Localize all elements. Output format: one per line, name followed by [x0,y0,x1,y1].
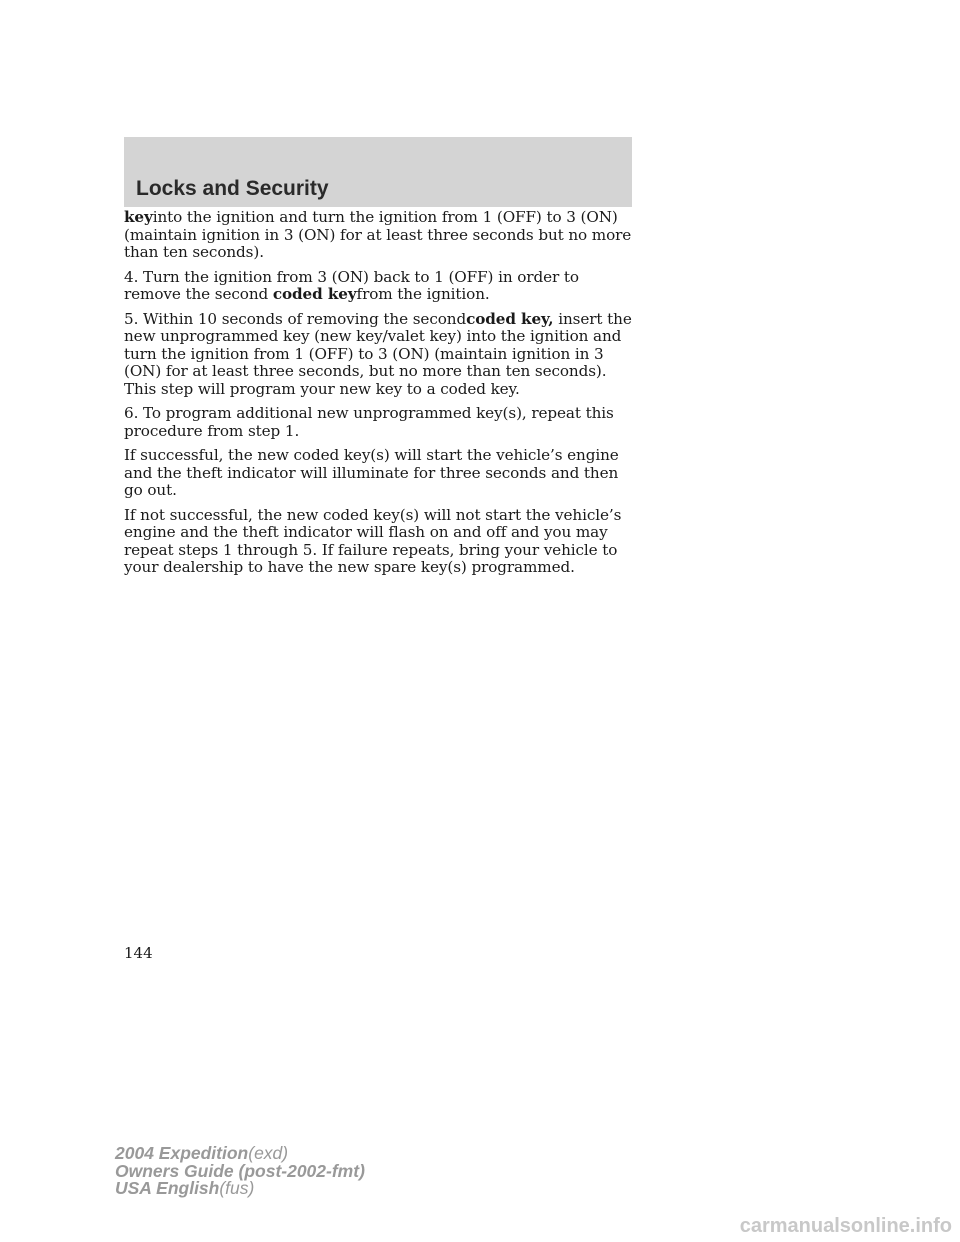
footer-language: USA English [115,1178,220,1198]
paragraph-1 [124,209,636,262]
document-footer [115,1145,365,1198]
section-title: Locks and Security [136,177,329,200]
watermark-text: carmanualsonline.info [739,1215,952,1237]
page-number: 144 [124,944,153,962]
paragraph-success [124,447,636,500]
paragraph-text: If successful, the new coded key(s) will start the vehicle’s engine and the theft indicator will illuminate for three seconds and then go out. [124,446,619,499]
footer-model: 2004 Expedition [115,1143,249,1163]
paragraph-text: insert the new unprogrammed key (new key/valet key) into the ignition and turn the ignition from 1 (OFF) to 3 (ON) (maintain ignition in 3 (ON) for at least three seconds, but no more than ten seconds). This step will program your new key to a coded key. [124,309,632,398]
paragraph-text: 5. Within 10 seconds of removing the second [124,309,467,328]
paragraph-failure [124,507,636,577]
footer-line-2: Owners Guide (post-2002-fmt) [115,1160,365,1181]
paragraph-text: from the ignition. [356,285,490,303]
footer-language-code: (fus) [219,1178,255,1198]
paragraph-text: 4. Turn the ignition from 3 (ON) back to 1 (OFF) in order to remove the second [124,267,579,303]
footer-line-3 [115,1180,365,1198]
footer-model-code: (exd) [248,1143,289,1163]
bold-term: coded key, [466,309,554,328]
paragraph-text: into the ignition and turn the ignition from 1 (OFF) to 3 (ON) (maintain ignition in 3 (ON) for at least three seconds but no more than ten seconds). [124,208,632,261]
footer-line-1 [115,1145,365,1163]
paragraph-step-4 [124,269,636,304]
paragraph-step-6 [124,405,636,440]
bold-term: coded key [272,285,357,303]
paragraph-step-5 [124,311,636,399]
body-text [124,209,636,584]
paragraph-text: 6. To program additional new unprogrammed key(s), repeat this procedure from step 1. [124,404,614,440]
paragraph-text: If not successful, the new coded key(s) will not start the vehicle’s engine and the theft indicator will flash on and off and you may repeat steps 1 through 5. If failure repeats, bring your vehicle to your dealership to have the new spare key(s) programmed. [124,505,622,576]
bold-term: key [124,208,153,226]
